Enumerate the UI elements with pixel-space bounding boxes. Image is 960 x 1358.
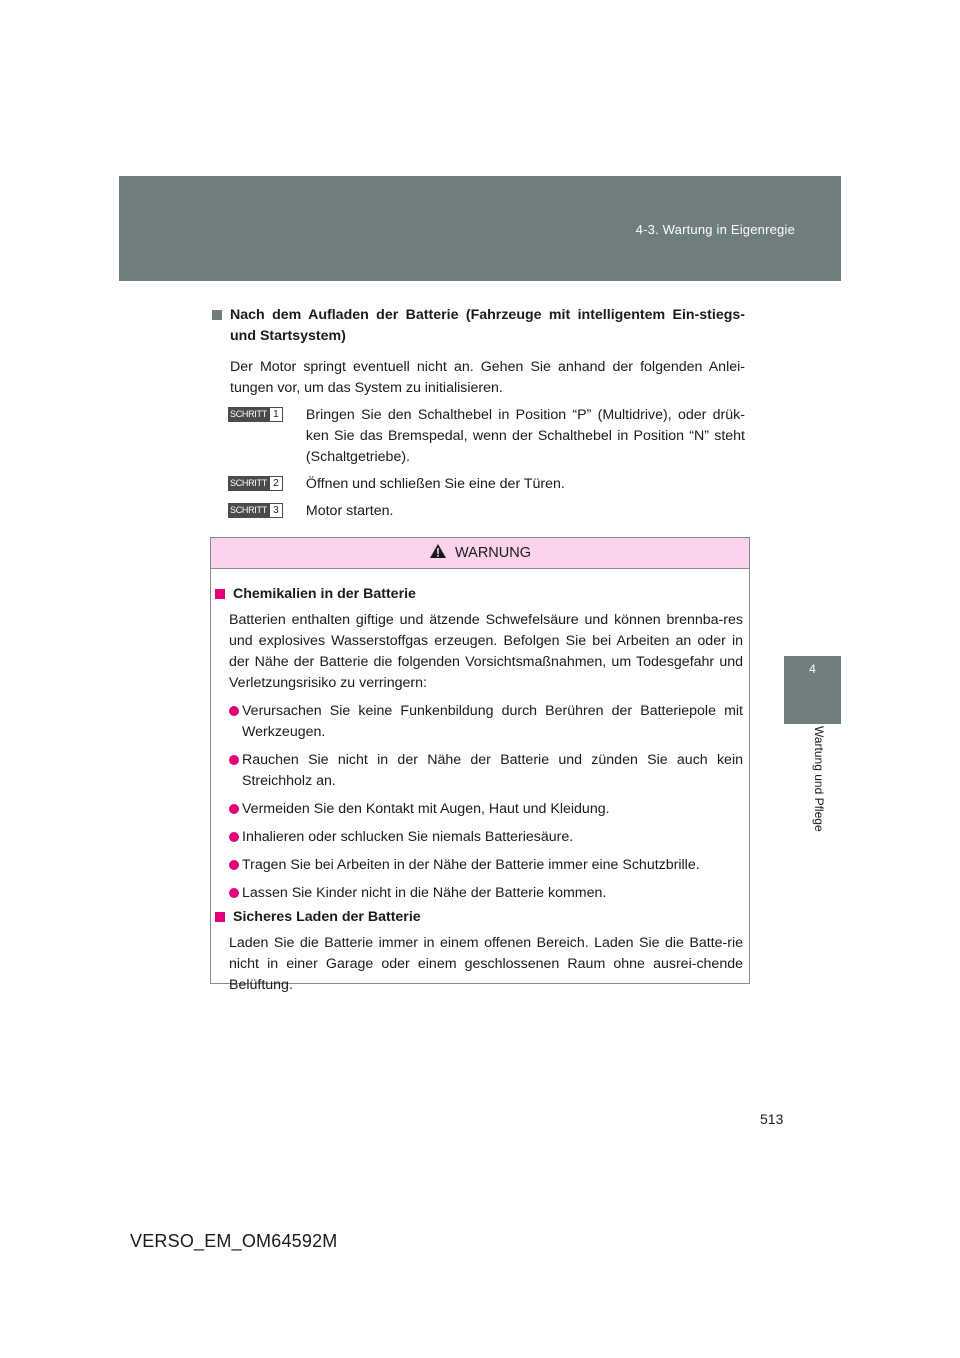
step-text: Bringen Sie den Schalthebel in Position “P” (Multidrive), oder drük-ken Sie das Bremspedal, wenn der Schalthebel in Position “N” steht (Schaltgetriebe). [305,407,745,465]
step-badge [228,407,283,422]
warning-heading-text: Sicheres Laden der Batterie [233,909,421,925]
chapter-label: Wartung und Pflege [812,726,826,832]
step-list [212,405,745,522]
bullet-dot-icon [229,888,239,898]
warning-paragraph: Batterien enthalten giftige und ätzende Schwefelsäure und können brennba-res und explosives Wasserstoffgas erzeugen. Befolgen Sie bei Arbeiten an oder in der Nähe der Batterie die folgenden Vorsichtsmaßnahmen, um Todesgefahr und Verletzungsrisiko zu verringern: [229,612,743,691]
step-badge-number: 1 [269,407,283,422]
chapter-tab [784,656,841,724]
warning-heading-text: Chemikalien in der Batterie [233,586,416,602]
warning-bullet [229,799,743,820]
step-badge-label: SCHRITT [228,503,269,518]
warning-bullet-text: Tragen Sie bei Arbeiten in der Nähe der Batterie immer eine Schutzbrille. [242,857,700,873]
step-badge-number: 3 [269,503,283,518]
main-content [212,305,745,522]
square-bullet-icon [215,589,225,599]
warning-bullet [229,855,743,876]
warning-heading [215,907,743,928]
bullet-dot-icon [229,755,239,765]
step-badge-label: SCHRITT [228,476,269,491]
warning-bullet-text: Rauchen Sie nicht in der Nähe der Batterie und zünden Sie auch kein Streichholz an. [242,752,743,789]
warning-bullet [229,883,743,904]
section-intro: Der Motor springt eventuell nicht an. Gehen Sie anhand der folgenden Anlei-tungen vor, um das System zu initialisieren. [230,359,745,396]
warning-bullet-text: Vermeiden Sie den Kontakt mit Augen, Haut und Kleidung. [242,801,610,817]
step-item [212,474,745,495]
section-heading [212,305,745,347]
step-badge [228,503,283,518]
section-heading-text: Nach dem Aufladen der Batterie (Fahrzeuge mit intelligentem Ein-stiegs- und Startsystem) [230,307,745,344]
step-badge-label: SCHRITT [228,407,269,422]
chapter-number: 4 [809,662,816,676]
bullet-dot-icon [229,706,239,716]
document-code: VERSO_EM_OM64592M [130,1231,338,1251]
square-bullet-icon [215,912,225,922]
warning-heading [215,584,743,605]
warning-bullet-text: Inhalieren oder schlucken Sie niemals Batteriesäure. [242,829,574,845]
warning-bullet-text: Verursachen Sie keine Funkenbildung durch Berühren der Batteriepole mit Werkzeugen. [242,703,743,740]
step-badge-number: 2 [269,476,283,491]
warning-paragraph: Laden Sie die Batterie immer in einem offenen Bereich. Laden Sie die Batte-rie nicht in einer Garage oder einem geschlossenen Raum ohne ausrei-chende Belüftung. [229,935,743,993]
section-title: 4-3. Wartung in Eigenregie [635,222,795,237]
bullet-dot-icon [229,804,239,814]
warning-triangle-icon [429,543,447,563]
step-item [212,405,745,468]
warning-title: WARNUNG [455,545,531,561]
bullet-dot-icon [229,832,239,842]
step-item [212,501,745,522]
warning-bullet [229,701,743,743]
chapter-label-area [784,726,841,926]
warning-bullet [229,827,743,848]
square-bullet-icon [212,310,222,320]
warning-box [210,537,750,993]
warning-bullet-text: Lassen Sie Kinder nicht in die Nähe der Batterie kommen. [242,885,607,901]
header-band [119,176,841,281]
step-text: Öffnen und schließen Sie eine der Türen. [305,476,565,492]
warning-body [211,569,749,996]
step-text: Motor starten. [305,503,394,519]
step-badge [228,476,283,491]
bullet-dot-icon [229,860,239,870]
warning-bullet [229,750,743,792]
warning-header [211,538,749,569]
page-number: 513 [760,1111,784,1127]
